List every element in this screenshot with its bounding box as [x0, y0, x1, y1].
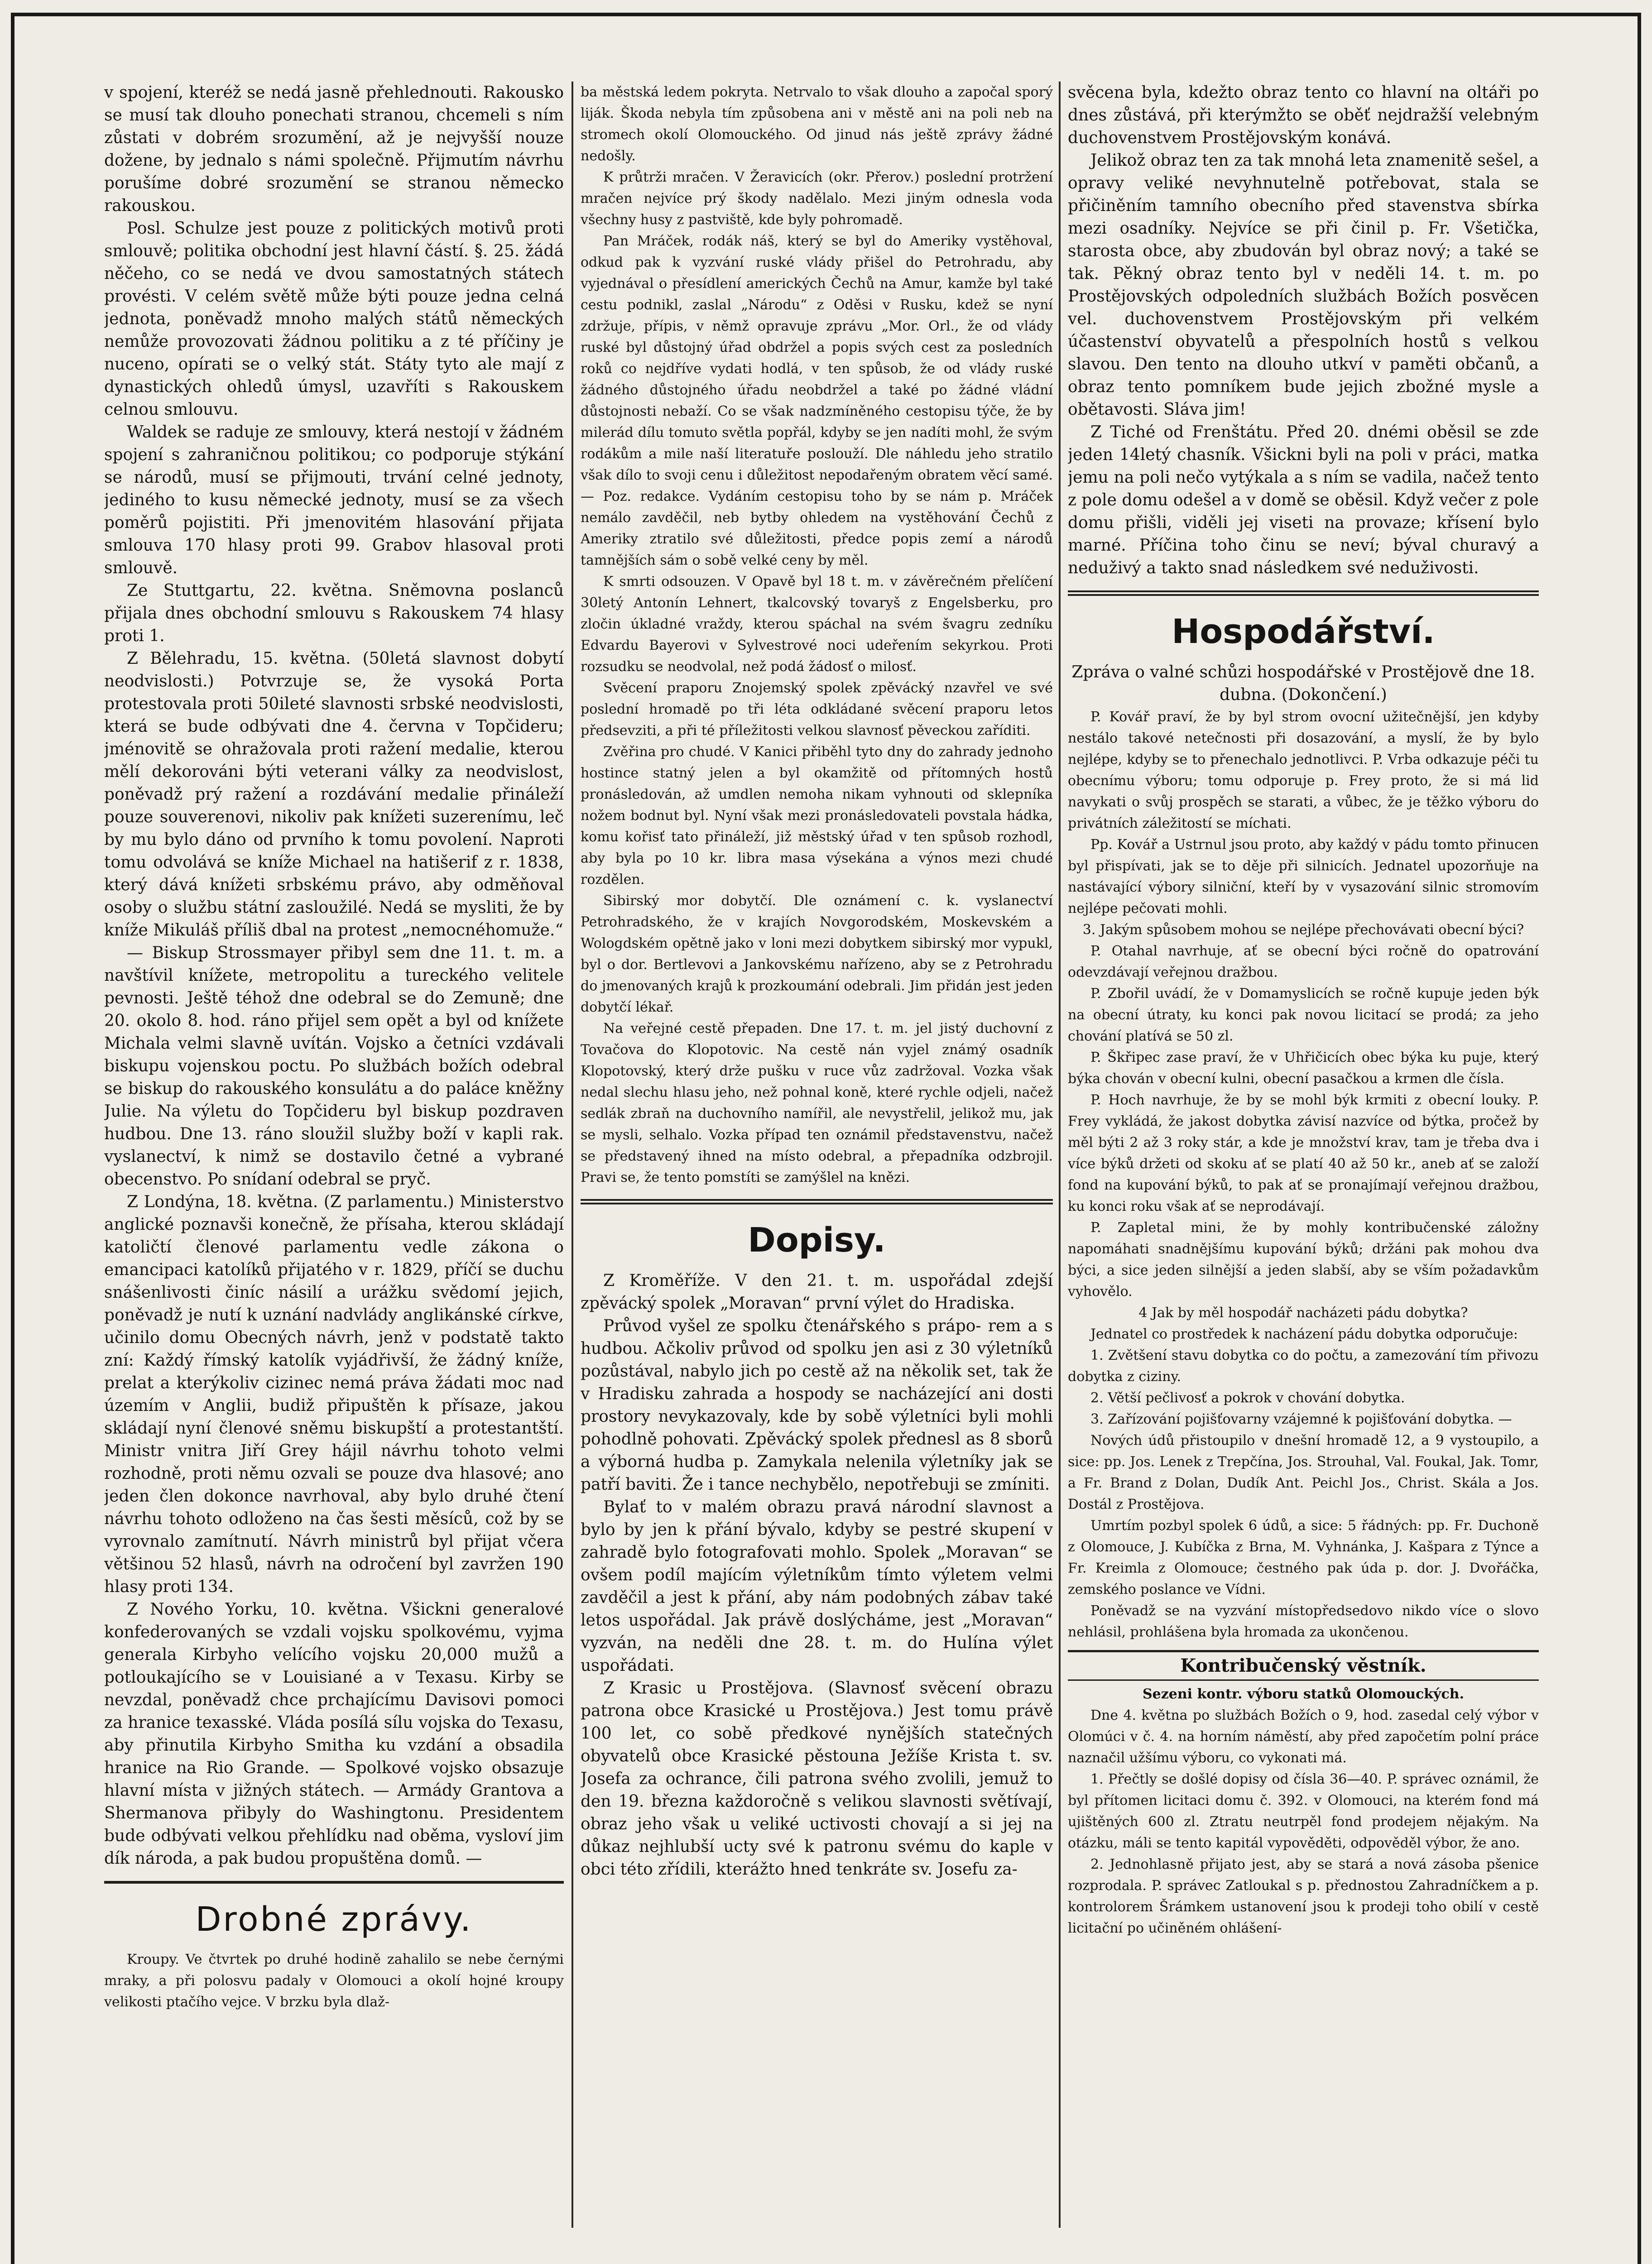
paragraph-sveceni-praporu: Svěcení praporu Znojemský spolek zpěvácký nzavřel ve své poslední hromadě po tři léta odkládané svěcení praporu letos předsevziti, a při té příležitosti velkou slavnosť pěveckou zaříditi. — [581, 680, 1053, 739]
section-heading-vestnik: Kontribučenský věstník. — [1068, 1650, 1539, 1681]
paragraph-tiche-od-frenstatu: Z Tiché od Frenštátu. Před 20. dnémi oběsil se zde jeden 14letý chasník. Všickni byli na poli v práci, matka jemu na poli nečo vytýkala a s ním se vadila, načež tento z pole domu odešel a v domě se oběsil. Když večer z pole domu přišli, viděli jej viseti na provaze; křísení bylo marné. Příčina toho činu se neví; býval churavý a neduživý a takto snad následkem své neduživosti. — [1068, 423, 1539, 577]
paragraph: Dne 4. května po službách Božích o 9, hod. zasedal celý výbor v Olomúci v č. 4. na horním náměstí, aby před započetím polní práce naznačil užšímu výboru, co vykonati má. — [1068, 1708, 1539, 1766]
paragraph-new-york: Z Nového Yorku, 10. května. Všickni generalové konfederovaných se vzdali vojsku spolkovému, vyjma generala Kirbyho velícího vojsku 20,000 mužů a potloukajícího se v Louisiané a v Texasu. Kirby se nevzdal, poněvadž chce prchajícímu Davisovi pomoci za hranice texasské. Vláda posílá sílu vojska do Texasu, aby přinutila Kirbyho Smitha ku vzdání a obsadila hranice na Rio Grande. — Spolkové vojsko obsazuje hlavní místa v jižných státech. — Armády Grantova a Shermanova přibyly do Washingtonu. Presidentem bude odbývati velkou přehlídku nad oběma, vysloví jim dík národa, a pak budou propuštěna domů. — — [104, 1600, 564, 1868]
paragraph: Waldek se raduje ze smlouvy, která nestojí v žádném spojení s zahraničnou politikou; co podporuje stýkání se národů, musí se přijmouti, trvání celné jednoty, jediného to kusu německé jednoty, musí se za všech poměrů pojistiti. Při jmenovitém hlasování přijata smlouva 170 hlasy proti 99. Grabov hlasoval proti smlouvě. — [104, 423, 564, 577]
column-middle — [581, 82, 1053, 2228]
paragraph-stuttgart: Ze Stuttgartu, 22. května. Sněmovna poslanců přijala dnes obchodní smlouvu s Rakouskem 74 hlasy proti 1. — [104, 581, 564, 645]
paragraph: Průvod vyšel ze spolku čtenářského s prápo- rem a s hudbou. Ačkoliv průvod od spolku jen asi z 30 výletníků pozůstával, nabylo jich po cestě až na několik set, tak že v Hradisku zahrada a hospody se nacházející ani dosti prostory nevykazovaly, kde by sobě výletníci byli mohli pohodlně pohovati. Zpěvácký spolek přednesl as 8 sborů a výborná hudba p. Zamykala nelenila výletníky jak se patří baviti. Že i tance nechybělo, nepotřebuji se zmíniti. — [581, 1317, 1053, 1494]
column-right — [1068, 82, 1539, 2228]
paragraph: Umrtím pozbyl spolek 6 údů, a sice: 5 řádných: pp. Fr. Duchoně z Olomouce, J. Kubíčka z Brna, M. Vyhnánka, J. Kašpara z Týnce a Fr. Kreimla z Olomouce; čestného pak úda p. dor. J. Dvořáčka, zemského poslance ve Vídni. — [1068, 1518, 1539, 1597]
section-subtitle: Zpráva o valné schůzi hospodářské v Prostějově dne 18. dubna. (Dokončení.) — [1071, 663, 1535, 704]
paragraph-prepaden: Na veřejné cestě přepaden. Dne 17. t. m. jel jistý duchovní z Tovačova do Klopotovic. Na cestě nán vyjel známý osadník Klopotovský, který drže pušku v ruce vůz zadržoval. Vozka však nedal slechu hlasu jeho, než pohnal koně, které rychle odjeli, načež sedlák zbraň na duchovního namířil, ale nevystřelil, jelikož mu, jak se mysli, selhalo. Vozka případ ten oznámil představenstvu, načež se představený ihned na místo odebral, a přepadníka odzbrojil. Pravi se, že tento pomstíti se zamýšlel na knězi. — [581, 1021, 1053, 1185]
page-border-top — [11, 13, 1641, 16]
paragraph: Pp. Kovář a Ustrnul jsou proto, aby každý v pádu tomto přinucen byl přispívati, jak se to děje při silnicích. Jednatel upozorňuje na nastávající výbory silniční, kteří by v vysazování silnic stromovím nejlépe pečovati mohli. — [1068, 837, 1539, 916]
paragraph: P. Zapletal mini, že by mohly kontribučenské záložny napomáhati snadnějšímu kupování býků; držáni pak mohou dva býci, a sice jeden silnější a jeden slabší, aby se vším požadavkům vyhovělo. — [1068, 1220, 1539, 1300]
paragraph: P. Otahal navrhuje, ať se obecní býci ročně do opatrování odevzdávají veřejnou dražbou. — [1068, 943, 1539, 980]
paragraph: Posl. Schulze jest pouze z politických motivů proti smlouvě; politika obchodní jest hlavní částí. §. 25. žádá něčeho, co se nedá ve dvou samostatných státech provésti. V celém světě může býti pouze jedna celná jednota, poněvadž mnoho malých států německých nemůže provozovati žádnou politiku a z té příčiny je nuceno, opírati se o velký stát. Státy tyto ale mají z dynastických ohledů úmysl, uzavříti s Rakouskem celnou smlouvu. — [104, 219, 564, 419]
list-item: 1. Zvětšení stavu dobytka co do počtu, a zamezování tím přivozu dobytka z ciziny. — [1068, 1348, 1539, 1385]
paragraph-belehrad: Z Bělehradu, 15. května. (50letá slavnost dobytí neodvislosti.) Potvrzuje se, že vysoká Porta protestovala proti 50ileté slavnosti srbské neodvislosti, která se bude odbývati dne 4. června v Topčideru; jménovitě se ohražovala proti ražení medalie, kterou mělí dekorováni býti veterani války za neodvislost, poněvadž prý ražení a rozdávání medalie přináleží pouze souverenovi, nikoliv pak knížeti suzerenímu, leč by mu bylo dáno od prvního k tomu povolení. Naproti tomu odvolává se kníže Michael na hatišerif z r. 1838, který dává knížeti srbskému právo, aby odměňoval osoby o službu státní zasloužilé. Nedá se mysliti, že by kníže Mikuláš příliš dbal na protest „nemocnéhomuže.“ — [104, 649, 564, 940]
list-item: 3. Zařízování pojišťovarny vzájemné k pojišťování dobytka. — — [1090, 1411, 1512, 1427]
question: 3. Jakým spůsobem mohou se nejlépe přechovávati obecní býci? — [1082, 922, 1524, 938]
paragraph-krasice: Z Krasic u Prostějova. (Slavnosť svěcení obrazu patrona obce Krasické u Prostějova.) Jest tomu právě 100 let, co sobě předkové nynějších statečných obyvatelů obce Krasické pěstouna Ježíše Krista t. sv. Josefa za ochrance, čili patrona svého zvolili, jemuž to den 19. března každoročně s velikou slavnosti světívají, obraz jeho však u veliké uctivosti chovají a si jej na důkaz nejhlubší ucty své k patronu svému do kaple v obci této zřídili, kterážto hned tenkráte sv. Josefu za- — [581, 1679, 1053, 1879]
paragraph: P. Škřipec zase praví, že v Uhřičicích obec býka ku puje, který býka chován v obecní kulni, obecní pasačkou a krmen dle čísla. — [1068, 1050, 1539, 1087]
paragraph-sibirsky-mor: Sibirský mor dobytčí. Dle oznámení c. k. vyslanectví Petrohradského, že v krajích Novgorodském, Moskevském a Wologdském opětně jako v loni mezi dobytkem sibirský mor vypukl, byl o dor. Bertlevovi a Jankovskému nařízeno, aby se z Petrohradu do jmenovaných krajů k prozkoumání odebrali. Jim přidán jest jeden dobytčí lékař. — [581, 893, 1053, 1015]
paragraph: Nových údů přistoupilo v dnešní hromadě 12, a 9 vystoupilo, a sice: pp. Jos. Lenek z Trepčína, Jos. Strouhal, Val. Foukal, Jak. Tomr, a Fr. Brand z Dolan, Dudík Ant. Peichl Jos., Christ. Skála a Jos. Dostál z Prostějova. — [1068, 1433, 1539, 1512]
paragraph: P. Kovář praví, že by byl strom ovocní užitečnější, jen kdyby nestálo takové netečnosti při dosazování, a myslí, že by bylo nejlépe, kdyby se to přenechalo jednotlivci. P. Vrba odkazuje péči tu obecnímu výboru; tomu odporuje p. Frey proto, že si má lid navykati o svůj prospěch se starati, a vůbec, že je těžko výboru do privátních záležitostí se míchati. — [1068, 709, 1539, 831]
paragraph: P. Zbořil uvádí, že v Domamyslicích se ročně kupuje jeden býk na obecní útraty, ku konci pak novou licitací se prodá; za jeho chování platívá se 50 zl. — [1068, 986, 1539, 1044]
page-border-left — [11, 13, 14, 2264]
paragraph: — Biskup Strossmayer přibyl sem dne 11. t. m. a navštívil knížete, metropolitu a tureckého velitele pevnosti. Ještě téhož dne odebral se do Zemuně; dne 20. okolo 8. hod. ráno přijel sem opět a byl od knížete Michala velmi slavně uvítán. Vojsko a četníci vzdávali biskupu vojenskou poctu. Po službách božích odebral se biskup do rakouského konsulátu a do paláce kněžny Julie. Na výletu do Topčideru byl biskup pozdraven hudbou. Dne 13. ráno sloužil služby boží v kapli rak. vyslanectví, k nimž se dostavilo četné a vybrané obecenstvo. Po snídaní odebral se pryč. — [104, 944, 564, 1189]
paragraph-zverina: Zvěřina pro chudé. V Kanici přiběhl tyto dny do zahrady jednoho hostince statný jelen a byl okamžitě od přítomných hostů pronásledován, až umdlen nemoha nikam vyhnouti od sklepníka nožem bodnut byl. Nyní však mezi pronásledovateli povstala hádka, komu kořisť tato přináleží, již městský úřad v ten spůsob rozhodl, aby byla po 10 kr. libra masa výsekána a výnos mezi chudé rozdělen. — [581, 744, 1053, 887]
column-divider — [1059, 82, 1061, 2228]
paragraph: Poněvadž se na vyzvání místopředsedovo nikdo více o slovo nehlásil, prohlášena byla hromada za ukončenou. — [1068, 1603, 1539, 1640]
section-heading-dopisy: Dopisy. — [748, 1221, 886, 1260]
paragraph: P. Hoch navrhuje, že by se mohl býk krmiti z obecní louky. P. Frey vykládá, že jakost dobytka závisí nazvíce od býtka, pročež by měl býti 2 až 3 roky stár, a kde je množství krav, tam je třeba dva i více býků držeti od skoku ať se platí 40 až 50 kr., aneb ať se založí fond na kupování býků, to pak ať se pronajímají veřejnou dražbou, ku konci roku však ať se neprodávají. — [1068, 1092, 1539, 1214]
paragraph: v spojení, kteréž se nedá jasně přehlednouti. Rakousko se musí tak dlouho ponechati stranou, chcemeli s ním zůstati v dobrém srozumění, až je nejvyšší nouze dožene, by jednalo s námi společně. Přijmutím návrhu porušíme dobré srozumění se stranou německo rakouskou. — [104, 83, 564, 215]
paragraph-kroupy: Kroupy. Ve čtvrtek po druhé hodině zahalilo se nebe černými mraky, a při polosvu padaly v Olomouci a okolí hojné kroupy velikosti ptačího vejce. V brzku byla dlaž- — [104, 1952, 564, 2010]
question: 4 Jak by měl hospodář nacházeti pádu dobytka? — [1138, 1305, 1468, 1321]
section-subtitle: Sezeni kontr. výboru statků Olomouckých. — [1142, 1686, 1465, 1702]
column-left — [104, 82, 564, 2228]
section-rule — [581, 1199, 1053, 1204]
paragraph-londyn: Z Londýna, 18. května. (Z parlamentu.) Ministerstvo anglické poznavši konečně, že přísaha, kterou skládají katoličtí členové parlamentu vedle zákona o emancipaci katolíků přijatého v r. 1829, příčí se duchu snášenlivosti činíc násilí a urážku svědomí jejich, poněvadž je nutí k uznání nadvlády anglikánské církve, učinilo domu Obecných návrh, jenž v podstatě takto zní: Každý římský katolík vyjádřivší, že žádný kníže, prelat a kterýkoliv cizinec nemá práva žádati moc nad územím v Anglii, budiž připuštěn k přísaze, jakou skládají nyní členové sněmu biskupští a protestantští. Ministr vnitra Jiří Grey hájil návrhu tohoto velmi rozhodně, proti němu ozvali se pouze dva hlasové; ano jeden člen dokonce navrhoval, aby bylo druhé čtení návrhu tohoto odloženo na čas šesti měsíců, což by se vyrovnalo zamítnutí. Návrh ministrů byl přijat včera většinou 52 hlasů, návrh na odročení byl zavržen 190 hlasy proti 134. — [104, 1193, 564, 1596]
paragraph-kromeriz: Z Kroměříže. V den 21. t. m. uspořádal zdejší zpěvácký spolek „Moravan“ první výlet do Hradiska. — [581, 1271, 1053, 1313]
section-rule — [104, 1881, 564, 1884]
paragraph: ba městská ledem pokryta. Netrvalo to však dlouho a započal sporý liják. Škoda nebyla tím způsobena ani v městě ani na poli neb na stromech okolí Olomouckého. Od jinud nás ještě zprávy žádné nedošly. — [581, 84, 1053, 164]
column-divider — [571, 82, 573, 2228]
list-item: 2. Větší pečlivosť a pokrok v chování dobytka. — [1090, 1390, 1405, 1406]
section-rule — [1068, 590, 1539, 596]
paragraph: 1. Přečtly se došlé dopisy od čísla 36—40. P. správec oznámil, že byl přítomen licitaci domu č. 392. v Olomouci, na kterém fond má ujištěných 600 zl. Ztratu neutrpěl fond prodejem nějakým. Na otázku, máli se tento kapitál vypověděti, odpověděl výbor, že ano. — [1068, 1771, 1539, 1851]
page-border-right — [1638, 13, 1641, 2264]
paragraph: Jelikož obraz ten za tak mnohá leta znamenitě sešel, a opravy veliké nevyhnutelně potřebovat, stala se přičiněním tamního obecního před stavenstva sbírka mezi osadníky. Nejvíce se při činil p. Fr. Všetička, starosta obce, aby zbudován byl obraz nový; a také se tak. Pěkný obraz tento byl v neděli 14. t. m. po Prostějovských odpoledních službách Božích posvěcen vel. duchovenstvem Prostějovským při velkém účastenství obyvatelů a přespolních hostů s velkou slavou. Den tento na dlouho utkví v paměti občanů, a obraz tento pomníkem bude jejich zbožné mysle a obětavosti. Sláva jim! — [1068, 151, 1539, 419]
section-heading-hospodarstvi: Hospodářství. — [1172, 612, 1435, 651]
paragraph-k-smrti-odsouzen: K smrti odsouzen. V Opavě byl 18 t. m. v závěrečném přelíčení 30letý Antonín Lehnert, tkalcovský tovaryš z Engelsberku, pro zločin úkladné vraždy, kterou spáchal na svém švagru zedníku Edvardu Bayerovi v Sylvestrové noci udeřením sekyrkou. Proti rozsudku se neodvolal, než podá žádosť o milosť. — [581, 574, 1053, 675]
paragraph: svěcena byla, kdežto obraz tento co hlavní na oltáři po dnes zůstává, při kterýmžto se oběť nejdražší velebným duchovenstvem Prostějovským konává. — [1068, 83, 1539, 147]
section-heading-drobne-zpravy: Drobné zprávy. — [195, 1900, 473, 1939]
paragraph: 2. Jednohlasně přijato jest, aby se stará a nová zásoba pšenice rozprodala. P. správec Zatloukal s p. přednostou Zahradníčkem a p. kontrolorem Šrámkem ustanovení jsou k prodeji toho obilí v cestě licitační po učiněném ohlášení- — [1068, 1856, 1539, 1936]
paragraph-pan-mracek: Pan Mráček, rodák náš, který se byl do Ameriky vystěhoval, odkud pak k vyzvání ruské vlády přišel do Petrohradu, aby vyjednával o přesídlení amerických Čechů na Amur, kamže byl také cestu podnikl, zaslal „Národu“ z Oděsi v Rusku, kdež se nyní zdržuje, přípis, v němž opravuje zprávu „Mor. Orl., že od vlády ruské byl důstojný úřad obdržel a popis svých cest za posledních roků co nejdříve vydati hodlá, v ten spůsob, že od vlády ruské žádného důstojného úřadu neobdržel a také po žádné vládní důstojnosti nebaží. Co se však nadzmíněného cestopisu týče, že by milerád dílu tomuto světla popřál, kdyby se jen nadíti mohl, že svým rodákům a mile naší literatuře poslouží. Dle náhledu jeho stratilo však dílo to svoji cenu i důležitost nepodařeným obratem věcí samé. — Poz. redakce. Vydáním cestopisu toho by se nám p. Mráček nemálo zavděčil, neb bytby ohledem na vystěhování Čechů z Ameriky ztratilo své důležitosti, předce popis zemí a národů tamnějších sám o sobě velké ceny by měl. — [581, 233, 1053, 568]
paragraph-prutrz-mracen: K průtrži mračen. V Žeravicích (okr. Přerov.) poslední protržení mračen nejvíce prý škody nadělalo. Mezi jiným odnesla voda všechny husy z pastviště, kde byly pohromadě. — [581, 169, 1053, 228]
paragraph: Jednatel co prostředek k nacházení pádu dobytka odporučuje: — [1090, 1326, 1518, 1342]
paragraph: Bylať to v malém obrazu pravá národní slavnost a bylo by jen k přání bývalo, kdyby se pestré skupení v zahradě bylo fotografovati mohlo. Spolek „Moravan“ se ovšem podíl majícím výletníkům tímto výletem velmi zavděčil a jest k přání, aby nám podobných zábav také letos uspořádal. Jak právě doslýcháme, jest „Moravan“ vyzván, na neděli dne 28. t. m. do Hulína výlet uspořádati. — [581, 1498, 1053, 1675]
